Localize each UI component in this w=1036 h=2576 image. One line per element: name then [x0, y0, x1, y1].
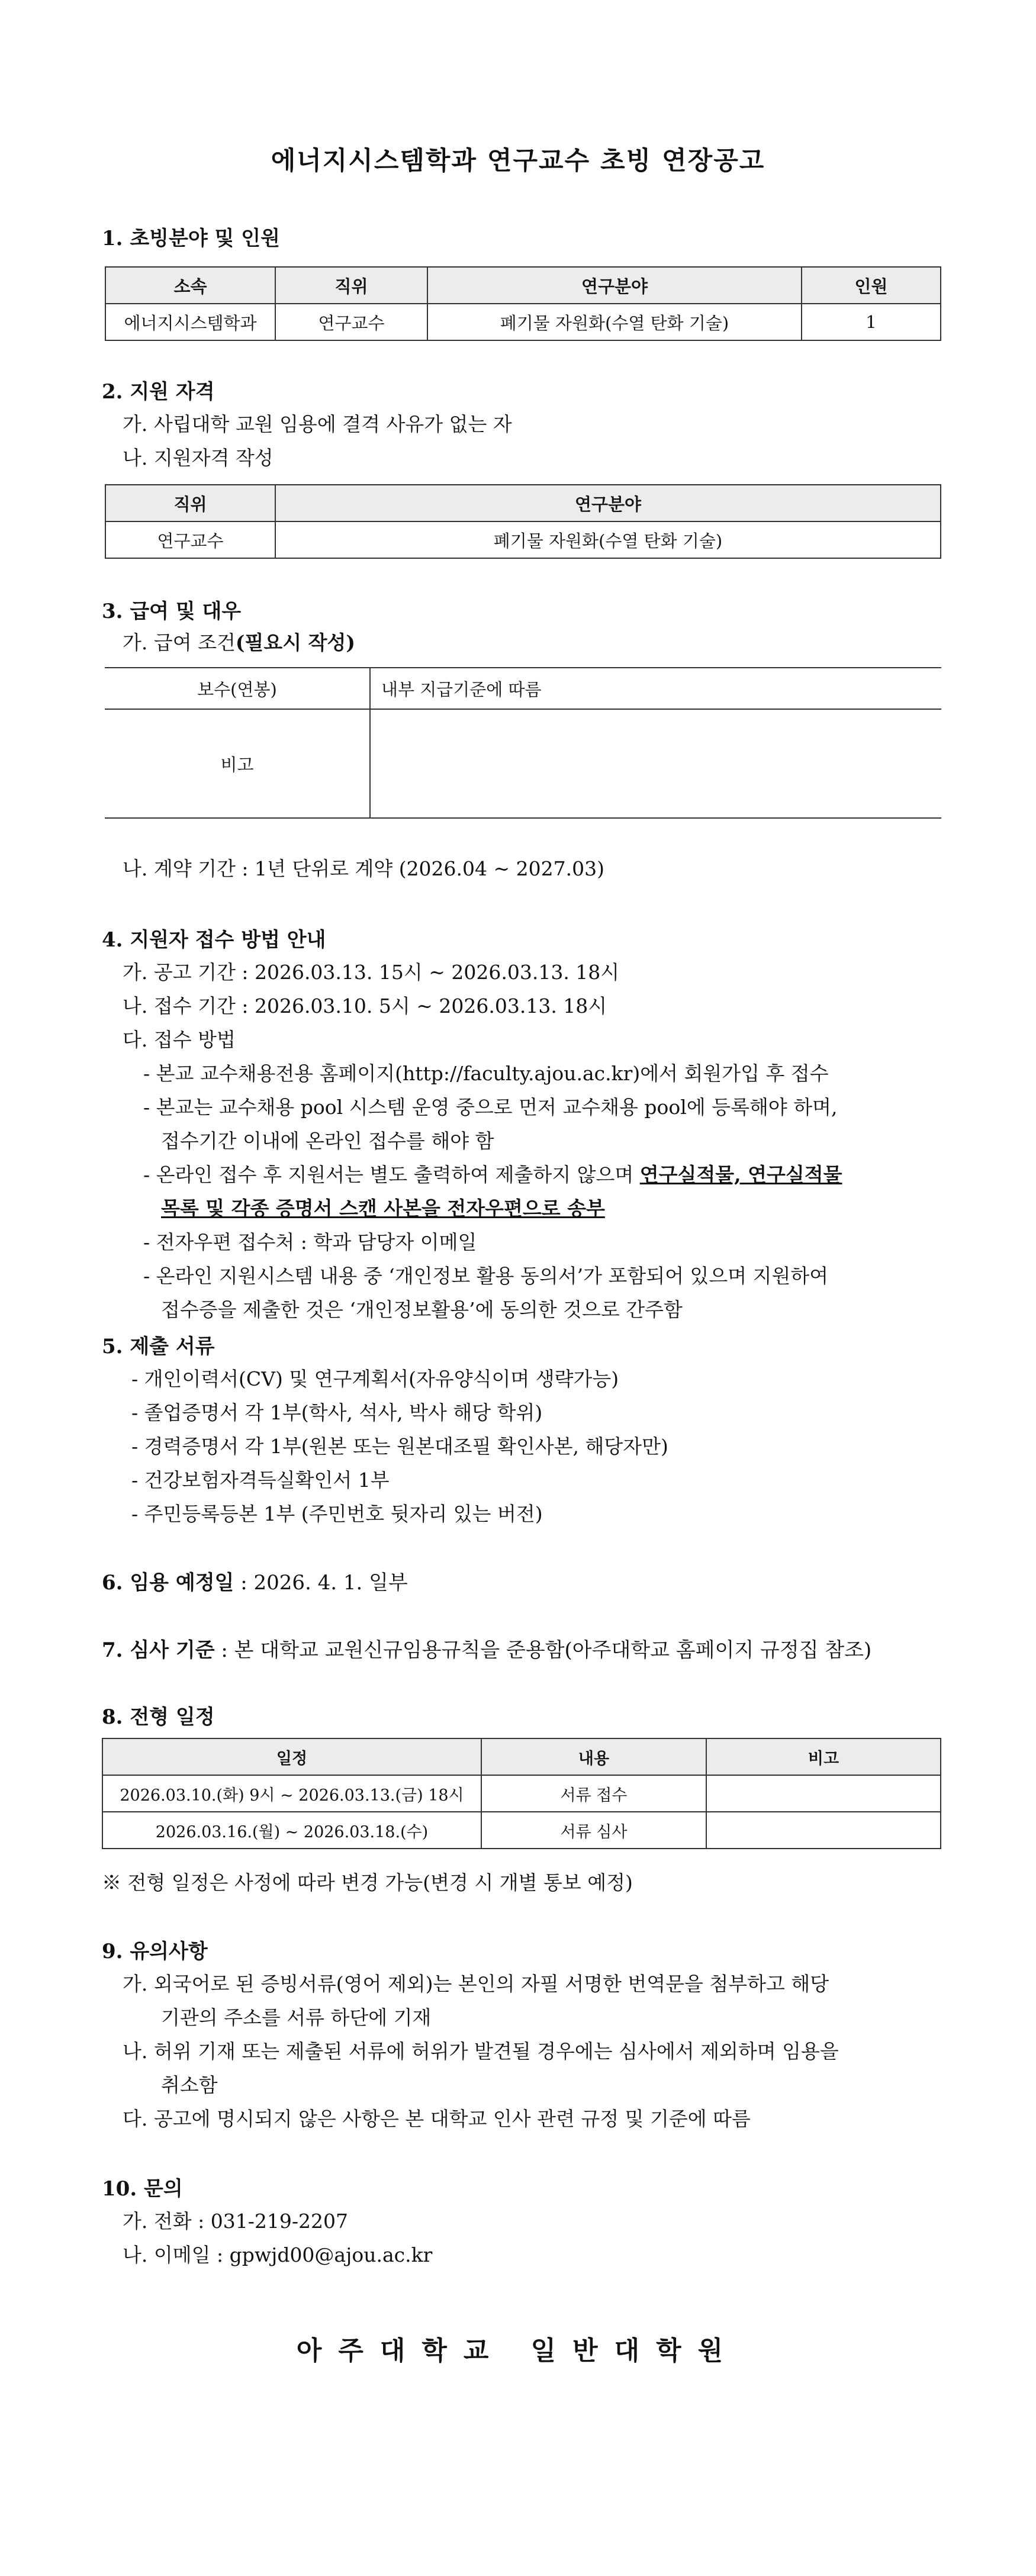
- salary-table: [105, 667, 941, 819]
- caution-da: 다. 공고에 명시되지 않은 사항은 본 대학교 인사 관련 규정 및 기준에 따름: [123, 2107, 751, 2130]
- col-position: 직위: [275, 267, 427, 304]
- section-2-heading: 2. 지원 자격: [102, 380, 215, 404]
- qualification-item-ga: 가. 사립대학 교원 임용에 결격 사유가 없는 자: [123, 413, 512, 436]
- method-bullet-2: - 본교는 교수채용 pool 시스템 운영 중으로 먼저 교수채용 pool에 등록해야 하며,: [143, 1096, 838, 1119]
- method-bullet-5-cont: 접수증을 제출한 것은 ‘개인정보활용’에 동의한 것으로 간주함: [161, 1298, 683, 1321]
- section-10-heading: 10. 문의: [102, 2177, 183, 2201]
- cell-position: 연구교수: [275, 304, 427, 340]
- pay-label: 보수(연봉): [105, 668, 370, 709]
- recruit-table: [105, 266, 941, 341]
- section-4-heading: 4. 지원자 접수 방법 안내: [102, 928, 326, 952]
- caution-ga: 가. 외국어로 된 증빙서류(영어 제외)는 본인의 자필 서명한 번역문을 첨부하고 해당: [123, 1972, 829, 1995]
- cell-affiliation: 에너지시스템학과: [105, 304, 275, 340]
- document-item: - 경력증명서 각 1부(원본 또는 원본대조필 확인사본, 해당자만): [131, 1435, 668, 1458]
- cell-schedule: 2026.03.16.(월) ~ 2026.03.18.(수): [102, 1812, 481, 1849]
- document-item: - 건강보험자격득실확인서 1부: [131, 1469, 390, 1492]
- cell-headcount: 1: [802, 304, 941, 340]
- col-remark: 비고: [706, 1738, 941, 1775]
- application-period: 나. 접수 기간 : 2026.03.10. 5시 ~ 2026.03.13. 18시: [123, 994, 607, 1017]
- col-research-field: 연구분야: [275, 485, 941, 521]
- method-bullet-1: - 본교 교수채용전용 홈페이지(http://faculty.ajou.ac.kr)에서 회원가입 후 접수: [143, 1062, 829, 1085]
- cell-remark: [706, 1812, 941, 1849]
- note-label: 비고: [105, 709, 370, 818]
- cell-research-field: 폐기물 자원화(수열 탄화 기술): [427, 304, 802, 340]
- cell-position: 연구교수: [105, 521, 275, 558]
- application-method: 다. 접수 방법: [123, 1028, 236, 1051]
- section-1-heading: 1. 초빙분야 및 인원: [102, 227, 280, 250]
- cell-content: 서류 심사: [481, 1812, 706, 1849]
- section-5-heading: 5. 제출 서류: [102, 1335, 215, 1358]
- schedule-table: [102, 1738, 941, 1849]
- table-row: [102, 1812, 941, 1849]
- contract-period: 나. 계약 기간 : 1년 단위로 계약 (2026.04 ~ 2027.03): [123, 857, 604, 880]
- note-value: [370, 709, 941, 818]
- qualification-item-na: 나. 지원자격 작성: [123, 446, 274, 469]
- document-item: - 주민등록등본 1부 (주민번호 뒷자리 있는 버전): [131, 1502, 543, 1525]
- col-headcount: 인원: [802, 267, 941, 304]
- method-bullet-3-cont: 목록 및 각종 증명서 스캔 사본을 전자우편으로 송부: [161, 1197, 605, 1220]
- cell-remark: [706, 1775, 941, 1812]
- col-research-field: 연구분야: [427, 267, 802, 304]
- section-8-heading: 8. 전형 일정: [102, 1705, 215, 1729]
- caution-na: 나. 허위 기재 또는 제출된 서류에 허위가 발견될 경우에는 심사에서 제외하며 임용을: [123, 2040, 839, 2063]
- col-position: 직위: [105, 485, 275, 521]
- contact-phone: 가. 전화 : 031-219-2207: [123, 2210, 348, 2233]
- method-bullet-4: - 전자우편 접수처 : 학과 담당자 이메일: [143, 1231, 477, 1254]
- section-9-heading: 9. 유의사항: [102, 1940, 208, 1963]
- document-item: - 개인이력서(CV) 및 연구계획서(자유양식이며 생략가능): [131, 1367, 619, 1390]
- col-content: 내용: [481, 1738, 706, 1775]
- caution-na-cont: 취소함: [161, 2073, 218, 2097]
- method-bullet-5: - 온라인 지원시스템 내용 중 ‘개인정보 활용 동의서’가 포함되어 있으며 지원하여: [143, 1264, 829, 1287]
- cell-schedule: 2026.03.10.(화) 9시 ~ 2026.03.13.(금) 18시: [102, 1775, 481, 1812]
- salary-item-ga: 가. 급여 조건(필요시 작성): [123, 631, 355, 654]
- method-bullet-2-cont: 접수기간 이내에 온라인 접수를 해야 함: [161, 1129, 494, 1152]
- cell-content: 서류 접수: [481, 1775, 706, 1812]
- qualification-table: [105, 484, 941, 559]
- document-item: - 졸업증명서 각 1부(학사, 석사, 박사 해당 학위): [131, 1401, 543, 1424]
- issuer-name: 아주대학교 일반대학원: [296, 2336, 740, 2366]
- section-3-heading: 3. 급여 및 대우: [102, 600, 242, 623]
- col-affiliation: 소속: [105, 267, 275, 304]
- schedule-note: ※ 전형 일정은 사정에 따라 변경 가능(변경 시 개별 통보 예정): [102, 1871, 633, 1894]
- pay-value: 내부 지급기준에 따름: [370, 668, 941, 709]
- caution-ga-cont: 기관의 주소를 서류 하단에 기재: [161, 2006, 432, 2029]
- section-7-heading: 7. 심사 기준 : 본 대학교 교원신규임용규칙을 준용함(아주대학교 홈페이지 규정집 참조): [102, 1638, 872, 1662]
- section-6-heading: 6. 임용 예정일 : 2026. 4. 1. 일부: [102, 1571, 408, 1595]
- table-row: [102, 1775, 941, 1812]
- cell-research-field: 폐기물 자원화(수열 탄화 기술): [275, 521, 941, 558]
- method-bullet-3: - 온라인 접수 후 지원서는 별도 출력하여 제출하지 않으며 연구실적물, 연구실적물: [143, 1163, 842, 1186]
- page-title: 에너지시스템학과 연구교수 초빙 연장공고: [271, 146, 765, 176]
- notice-period: 가. 공고 기간 : 2026.03.13. 15시 ~ 2026.03.13. 18시: [123, 961, 620, 984]
- col-schedule: 일정: [102, 1738, 481, 1775]
- contact-email: 나. 이메일 : gpwjd00@ajou.ac.kr: [123, 2243, 433, 2266]
